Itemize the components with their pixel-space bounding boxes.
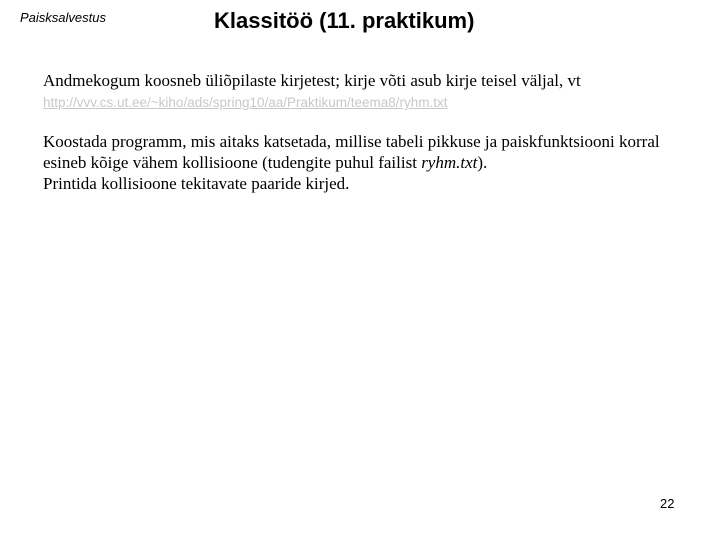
task-line-1: Koostada programm, mis aitaks katsetada, millise tabeli pikkuse ja paiskfunktsiooni korral bbox=[43, 132, 660, 151]
slide-title: Klassitöö (11. praktikum) bbox=[214, 8, 475, 33]
intro-text: Andmekogum koosneb üliõpilaste kirjetest; kirje võti asub kirje teisel väljal, vt bbox=[43, 71, 581, 90]
task-line-3: Printida kollisioone tekitavate paaride kirjed. bbox=[43, 174, 350, 193]
task-line-2-start: esineb kõige vähem kollisioone (tudengite puhul failist bbox=[43, 153, 422, 172]
task-line-2-end: ). bbox=[477, 153, 488, 172]
task-paragraph bbox=[43, 131, 708, 194]
header-section-label: Paisksalvestus bbox=[20, 10, 106, 25]
page-number: 22 bbox=[660, 496, 675, 511]
intro-paragraph bbox=[43, 70, 708, 113]
task-filename: ryhm.txt bbox=[421, 153, 478, 172]
dataset-link[interactable]: http://vvv.cs.ut.ee/~kiho/ads/spring10/aa/Praktikum/teema8/ryhm.txt bbox=[43, 95, 448, 110]
slide-content bbox=[43, 70, 708, 194]
